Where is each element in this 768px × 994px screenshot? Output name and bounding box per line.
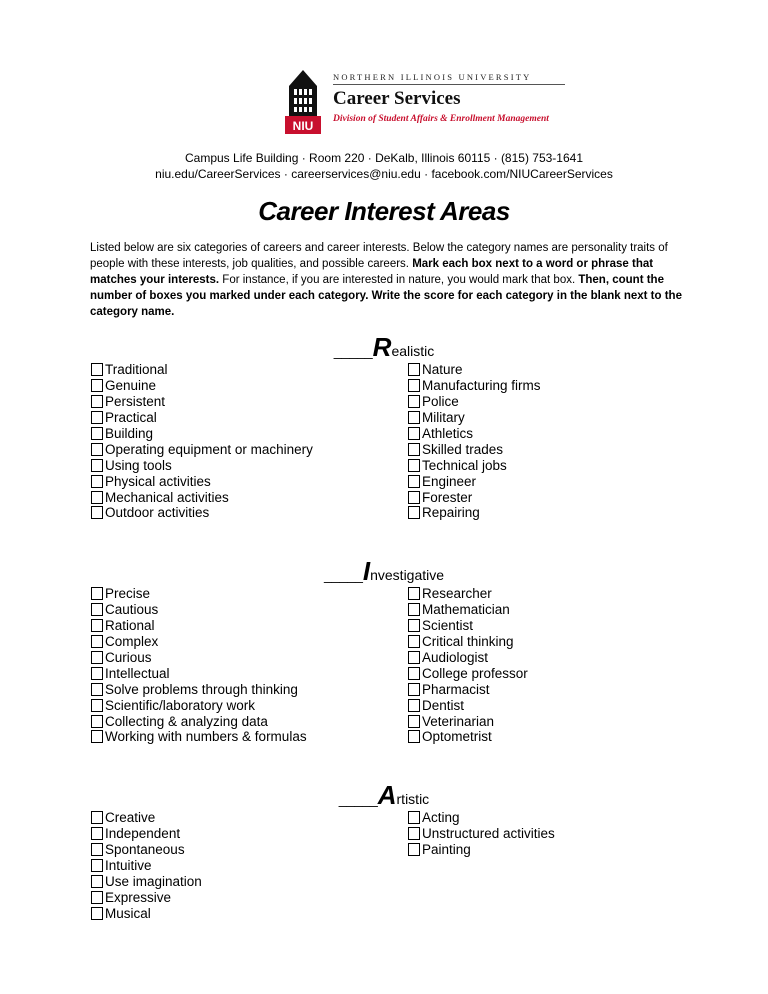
checkbox[interactable] — [408, 459, 420, 472]
score-blank[interactable]: _____ — [323, 567, 363, 583]
checklist-item[interactable] — [408, 457, 541, 473]
checklist-item[interactable] — [91, 842, 202, 858]
checkbox[interactable] — [91, 411, 103, 424]
item-label: Audiologist — [422, 650, 489, 665]
item-label: Outdoor activities — [105, 505, 210, 521]
category-initial: R — [372, 332, 392, 362]
category-name-rest: ealistic — [391, 343, 435, 359]
checklist-item[interactable] — [91, 505, 313, 521]
item-label: College professor — [422, 665, 528, 681]
checklist-item[interactable] — [91, 905, 202, 921]
item-label: Dentist — [422, 697, 465, 713]
checklist-item[interactable] — [91, 441, 313, 457]
item-label: Practical — [105, 410, 157, 426]
checklist-item[interactable] — [408, 810, 555, 826]
item-label: Musical — [105, 905, 151, 921]
checklist-item[interactable] — [408, 505, 541, 521]
checkbox[interactable] — [91, 715, 103, 728]
item-label: Independent — [105, 826, 181, 842]
checkbox[interactable] — [408, 715, 420, 728]
item-label: Solve problems through thinking — [105, 681, 298, 697]
checkbox[interactable] — [408, 475, 420, 488]
item-label: Mechanical activities — [105, 489, 229, 505]
checkbox[interactable] — [91, 587, 103, 600]
checkbox[interactable] — [91, 635, 103, 648]
checklist-item[interactable] — [408, 586, 528, 602]
checkbox[interactable] — [408, 363, 420, 376]
checkbox[interactable] — [408, 411, 420, 424]
checklist-item[interactable] — [408, 618, 528, 634]
checklist-item[interactable] — [91, 489, 313, 505]
item-label: Technical jobs — [422, 457, 507, 473]
item-label: Manufacturing firms — [422, 378, 541, 394]
checkbox[interactable] — [91, 730, 103, 743]
item-label: Building — [105, 426, 154, 441]
checkbox[interactable] — [408, 811, 420, 824]
checklist-item[interactable] — [91, 665, 307, 681]
item-label: Repairing — [422, 505, 480, 521]
checklist-right — [408, 810, 555, 858]
item-label: Physical activities — [105, 473, 211, 489]
item-label: Veterinarian — [422, 713, 495, 729]
item-label: Using tools — [105, 457, 172, 473]
checklist-left — [91, 810, 202, 921]
item-label: Intuitive — [105, 858, 152, 874]
checklist-item[interactable] — [91, 394, 313, 410]
category-heading — [0, 332, 768, 363]
checkbox[interactable] — [91, 506, 103, 519]
item-label: Skilled trades — [422, 441, 504, 457]
item-label: Acting — [422, 810, 460, 826]
item-label: Creative — [105, 810, 156, 826]
item-label: Engineer — [422, 473, 477, 489]
checkbox[interactable] — [91, 651, 103, 664]
category-heading — [0, 556, 768, 587]
category-initial: I — [362, 556, 371, 586]
checkbox[interactable] — [408, 667, 420, 680]
checklist-item[interactable] — [408, 713, 528, 729]
item-label: Athletics — [422, 426, 474, 441]
checklist-item[interactable] — [91, 426, 313, 442]
checklist-item[interactable] — [91, 650, 307, 666]
niu-tower-logo-icon — [283, 68, 323, 134]
item-label: Operating equipment or machinery — [105, 441, 313, 457]
checkbox[interactable] — [408, 395, 420, 408]
checklist-item[interactable] — [91, 681, 307, 697]
item-label: Researcher — [422, 586, 492, 602]
item-label: Intellectual — [105, 665, 170, 681]
checkbox[interactable] — [91, 379, 103, 392]
item-label: Working with numbers & formulas — [105, 729, 307, 745]
checkbox[interactable] — [91, 427, 103, 440]
university-name: NORTHERN ILLINOIS UNIVERSITY — [333, 72, 532, 82]
item-label: Genuine — [105, 378, 157, 394]
department-name: Career Services — [333, 88, 461, 109]
checklist-item[interactable] — [91, 586, 307, 602]
checklist-item[interactable] — [408, 362, 541, 378]
checkbox[interactable] — [408, 603, 420, 616]
checklist-item[interactable] — [408, 473, 541, 489]
checklist-item[interactable] — [408, 410, 541, 426]
checkbox[interactable] — [408, 730, 420, 743]
checkbox[interactable] — [91, 907, 103, 920]
checkbox[interactable] — [408, 506, 420, 519]
category-name-rest: nvestigative — [370, 567, 445, 583]
item-label: Nature — [422, 362, 463, 378]
checkbox[interactable] — [91, 827, 103, 840]
checklist-item[interactable] — [91, 602, 307, 618]
item-label: Persistent — [105, 394, 166, 410]
checklist-item[interactable] — [408, 378, 541, 394]
checkbox[interactable] — [91, 491, 103, 504]
checklist-item[interactable] — [91, 362, 313, 378]
checkbox[interactable] — [408, 635, 420, 648]
checklist-item[interactable] — [91, 889, 202, 905]
item-label: Complex — [105, 634, 159, 650]
instructions-paragraph — [90, 240, 682, 320]
checkbox[interactable] — [408, 699, 420, 712]
item-label: Pharmacist — [422, 681, 490, 697]
checklist-item[interactable] — [91, 473, 313, 489]
item-label: Painting — [422, 842, 471, 858]
item-label: Curious — [105, 650, 152, 665]
checklist-item[interactable] — [408, 441, 541, 457]
item-label: Police — [422, 394, 459, 410]
checklist-item[interactable] — [91, 810, 202, 826]
checkbox[interactable] — [91, 859, 103, 872]
checkbox[interactable] — [91, 891, 103, 904]
checkbox[interactable] — [91, 811, 103, 824]
item-label: Spontaneous — [105, 842, 185, 858]
niu-career-services-logo — [283, 68, 583, 134]
checklist-left — [91, 362, 313, 521]
checkbox[interactable] — [408, 443, 420, 456]
item-label: Optometrist — [422, 729, 492, 745]
category-heading — [0, 780, 768, 811]
intro-bold-2: Then, count the number of boxes you marked under each category. Write the score for each category in the blank next to the category name. — [90, 274, 682, 318]
contact-web: niu.edu/CareerServices · careerservices@niu.edu · facebook.com/NIUCareerServices — [155, 167, 613, 181]
item-label: Expressive — [105, 889, 172, 905]
logo-divider — [333, 84, 565, 85]
item-label: Collecting & analyzing data — [105, 713, 268, 729]
checkbox[interactable] — [408, 843, 420, 856]
checkbox[interactable] — [91, 459, 103, 472]
item-label: Mathematician — [422, 602, 510, 618]
checkbox[interactable] — [91, 683, 103, 696]
item-label: Military — [422, 410, 465, 426]
checkbox[interactable] — [91, 475, 103, 488]
intro-text-2: For instance, if you are interested in nature, you would mark that box. — [219, 274, 579, 286]
checklist-item[interactable] — [91, 410, 313, 426]
item-label: Unstructured activities — [422, 826, 555, 842]
checklist-item[interactable] — [91, 858, 202, 874]
checklist-item[interactable] — [91, 457, 313, 473]
checklist-item[interactable] — [408, 697, 528, 713]
intro-bold-1: Mark each box next to a word or phrase that matches your interests. — [90, 258, 654, 286]
item-label: Critical thinking — [422, 634, 514, 650]
checklist-item[interactable] — [408, 426, 541, 442]
checkbox[interactable] — [408, 619, 420, 632]
checklist-item[interactable] — [408, 826, 555, 842]
checkbox[interactable] — [91, 875, 103, 888]
checklist-item[interactable] — [408, 729, 528, 745]
checkbox[interactable] — [408, 427, 420, 440]
logo-text: NIU — [292, 119, 314, 133]
checkbox[interactable] — [91, 395, 103, 408]
checkbox[interactable] — [91, 603, 103, 616]
checklist-item[interactable] — [91, 729, 307, 745]
checkbox[interactable] — [408, 491, 420, 504]
page-title: Career Interest Areas — [258, 196, 510, 226]
item-label: Scientist — [422, 618, 474, 634]
checklist-item[interactable] — [91, 697, 307, 713]
item-label: Traditional — [105, 362, 168, 378]
checklist-item[interactable] — [408, 394, 541, 410]
checkbox[interactable] — [91, 843, 103, 856]
item-label: Use imagination — [105, 874, 202, 889]
checklist-item[interactable] — [408, 681, 528, 697]
score-blank[interactable]: _____ — [333, 343, 373, 359]
checkbox[interactable] — [91, 699, 103, 712]
category-initial: A — [377, 780, 397, 810]
checklist-item[interactable] — [408, 842, 555, 858]
checkbox[interactable] — [408, 683, 420, 696]
checklist-item[interactable] — [91, 618, 307, 634]
checklist-right — [408, 586, 528, 745]
checkbox[interactable] — [408, 827, 420, 840]
checkbox[interactable] — [91, 443, 103, 456]
checklist-item[interactable] — [408, 634, 528, 650]
checkbox[interactable] — [91, 363, 103, 376]
checkbox[interactable] — [408, 651, 420, 664]
item-label: Precise — [105, 586, 151, 602]
category-name-rest: rtistic — [396, 791, 430, 807]
checklist-item[interactable] — [408, 602, 528, 618]
contact-address: Campus Life Building · Room 220 · DeKalb, Illinois 60115 · (815) 753-1641 — [185, 151, 583, 165]
checkbox[interactable] — [408, 379, 420, 392]
checklist-item[interactable] — [91, 826, 202, 842]
checklist-item[interactable] — [91, 713, 307, 729]
item-label: Rational — [105, 618, 155, 634]
intro-text-1: Listed below are six categories of careers and career interests. Below the category names are personality traits of people with these interests, job qualities, and possible careers. — [90, 242, 668, 270]
score-blank[interactable]: _____ — [338, 791, 378, 807]
checkbox[interactable] — [91, 667, 103, 680]
checklist-left — [91, 586, 307, 745]
division-name: Division of Student Affairs & Enrollment Management — [333, 114, 549, 124]
checklist-item[interactable] — [91, 874, 202, 890]
item-label: Cautious — [105, 602, 159, 618]
checklist-item[interactable] — [408, 650, 528, 666]
checkbox[interactable] — [408, 587, 420, 600]
checklist-item[interactable] — [408, 489, 541, 505]
checklist-right — [408, 362, 541, 521]
checklist-item[interactable] — [91, 378, 313, 394]
checklist-item[interactable] — [91, 634, 307, 650]
checkbox[interactable] — [91, 619, 103, 632]
checklist-item[interactable] — [408, 665, 528, 681]
item-label: Forester — [422, 489, 473, 505]
item-label: Scientific/laboratory work — [105, 697, 256, 713]
